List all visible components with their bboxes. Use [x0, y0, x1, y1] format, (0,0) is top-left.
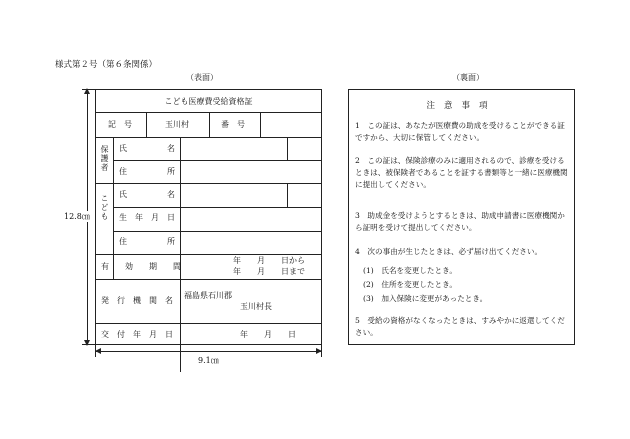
note-item: 1 この証は、あなたが医療費の助成を受けることができる証ですから、大切に保管してください。 [355, 121, 565, 142]
note-subitem: (1) 氏名を変更したとき。 [363, 266, 457, 275]
validity-label: 有 効 期 間 [101, 262, 181, 271]
form-number-label: 様式第２号（第６条関係） [55, 60, 158, 70]
notes-title: 注意事項 [426, 101, 497, 111]
issue-date-label: 交 付 年 月 日 [101, 330, 173, 339]
validity-from: 年 月 日から [233, 256, 305, 265]
notes-box-back [348, 89, 575, 345]
issue-date-value: 年 月 日 [240, 330, 296, 339]
note-item: 4 次の事由が生じたときは、必ず届け出てください。 [355, 247, 543, 256]
child-group-label: こども [100, 194, 109, 221]
width-dimension-line [95, 351, 322, 352]
guardian-name-label: 氏 名 [119, 144, 175, 153]
width-dimension-label: 9.1㎝ [198, 356, 219, 365]
kigo-value: 玉川村 [165, 120, 189, 129]
issuer-line1: 福島県石川郡 [184, 291, 232, 300]
card-title: こども医療費受給資格証 [164, 97, 253, 106]
height-tick-bottom [82, 344, 95, 345]
front-side-label: （表面） [186, 73, 218, 82]
note-subitem: (3) 加入保険に変更があったとき。 [363, 294, 488, 303]
bango-label: 番 号 [221, 120, 245, 129]
issuer-line2: 玉川村長 [240, 302, 272, 311]
child-name-label: 氏 名 [119, 190, 175, 199]
note-item: 2 この証は、保険診療のみに適用されるので、診療を受けるときは、被保険者であることを証する書類等と一緒に医療機関に提出してください。 [355, 156, 568, 189]
back-side-label: （裏面） [452, 73, 484, 82]
validity-to: 年 月 日まで [233, 267, 305, 276]
height-tick-top [82, 89, 95, 90]
width-tick-left [95, 345, 96, 357]
note-item: 3 助成金を受けようとするときは、助成申請書に医療機関から証明を受けて提出してください。 [355, 211, 565, 232]
width-tick-right [321, 345, 322, 357]
guardian-group-label: 保護者 [100, 145, 109, 172]
height-dimension-label: 12.8㎝ [64, 212, 90, 221]
guardian-address-label: 住 所 [119, 167, 175, 176]
child-birthdate-label: 生 年 月 日 [119, 213, 175, 222]
note-item: 5 受給の資格がなくなったときは、すみやかに返還してください。 [355, 316, 565, 337]
eligibility-card-front [95, 89, 322, 345]
height-arrow-bottom [84, 340, 90, 346]
child-address-label: 住 所 [119, 237, 175, 246]
kigo-label: 記 号 [108, 120, 132, 129]
issuer-label: 発 行 機 関 名 [101, 296, 173, 305]
note-subitem: (2) 住所を変更したとき。 [363, 280, 457, 289]
